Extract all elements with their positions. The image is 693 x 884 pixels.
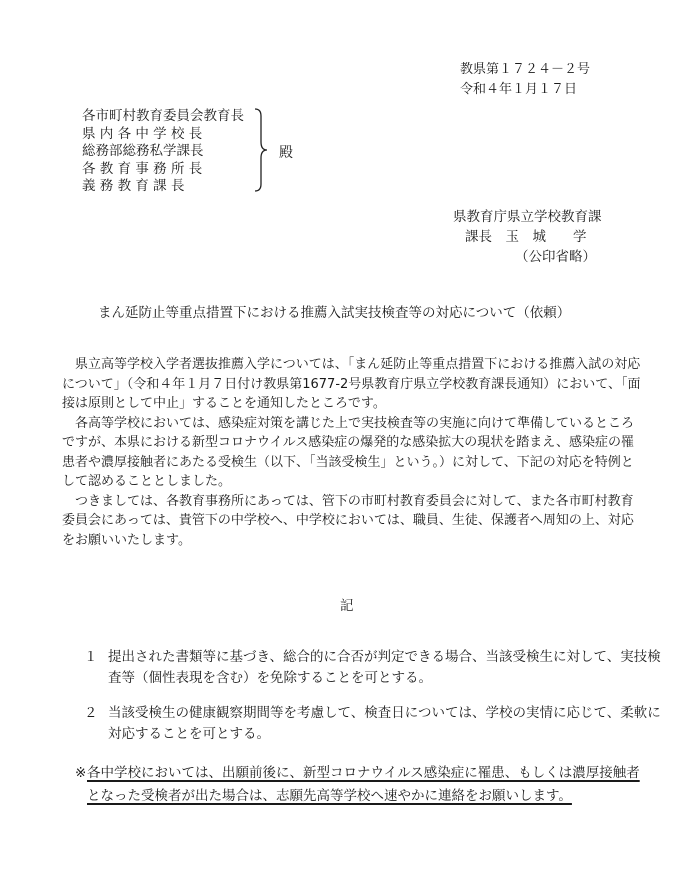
note-mark: ※: [75, 765, 87, 781]
body-paragraph: 県立高等学校入学者選抜推薦入学については、「まん延防止等重点措置下における推薦入試の対応について」（令和４年１月７日付け教県第1677-2号県教育庁県立学校教育課長通知）において、「面接は原則として中止」することを通知したところです。: [62, 357, 641, 411]
seal-omitted-note: （公印省略）: [515, 249, 596, 265]
recipient: 義 務 教 育 課 長: [82, 178, 185, 194]
note-text: 各中学校においては、出願前後に、新型コロナウイルス感染症に罹患、もしくは濃厚接触者となった受検者が出た場合は、志願先高等学校へ速やかに連絡をお願いします。: [87, 765, 640, 804]
item-text: 提出された書類等に基づき、総合的に合否が判定できる場合、当該受検生に対して、実技検査等（個性表現を含む）を免除することを可とする。: [108, 649, 661, 686]
recipient: 総務部総務私学課長: [82, 143, 204, 159]
item-text: 当該受検生の健康観察期間等を考慮して、検査日については、学校の実情に応じて、柔軟に対応することを可とする。: [108, 705, 661, 742]
ki-heading: 記: [340, 598, 354, 614]
list-item: [84, 703, 664, 745]
document-body: [62, 355, 642, 550]
sender-name: 課長 玉 城 学: [465, 229, 587, 245]
document-header: [460, 60, 590, 100]
document-number: 教県第１７２４－２号: [460, 62, 591, 77]
document-date: 令和４年１月１７日: [460, 82, 578, 97]
item-number: １: [84, 649, 98, 665]
honorific: 殿: [279, 145, 293, 161]
recipient-list: [82, 108, 244, 196]
recipient: 各 教 育 事 務 所 長: [82, 160, 203, 177]
item-number: ２: [84, 705, 98, 721]
sender-organization: 県教育庁県立学校教育課: [453, 209, 602, 225]
list-item: [84, 647, 664, 689]
right-brace-icon: [254, 108, 268, 192]
body-paragraph: つきましては、各教育事務所にあっては、管下の市町村教育委員会に対して、また各市町村教育委員会にあっては、貴管下の中学校へ、中学校においては、職員、生徒、保護者へ周知の上、対応をお願いいたします。: [62, 493, 634, 548]
sender-block: [453, 207, 602, 267]
note: [75, 762, 645, 808]
body-paragraph: 各高等学校においては、感染症対策を講じた上で実技検査等の実施に向けて準備しているところですが、本県における新型コロナウイルス感染症の爆発的な感染拡大の現状を踏まえ、感染症の罹患者や濃厚接触者にあたる受検生（以下、「当該受検生」という。）に対して、下記の対応を特例として認めることとしました。: [62, 415, 635, 489]
recipient: 県 内 各 中 学 校 長: [82, 125, 203, 142]
recipient: 各市町村教育委員会教育長: [82, 108, 244, 124]
document-title: まん延防止等重点措置下における推薦入試実技検査等の対応について（依頼）: [98, 305, 571, 321]
